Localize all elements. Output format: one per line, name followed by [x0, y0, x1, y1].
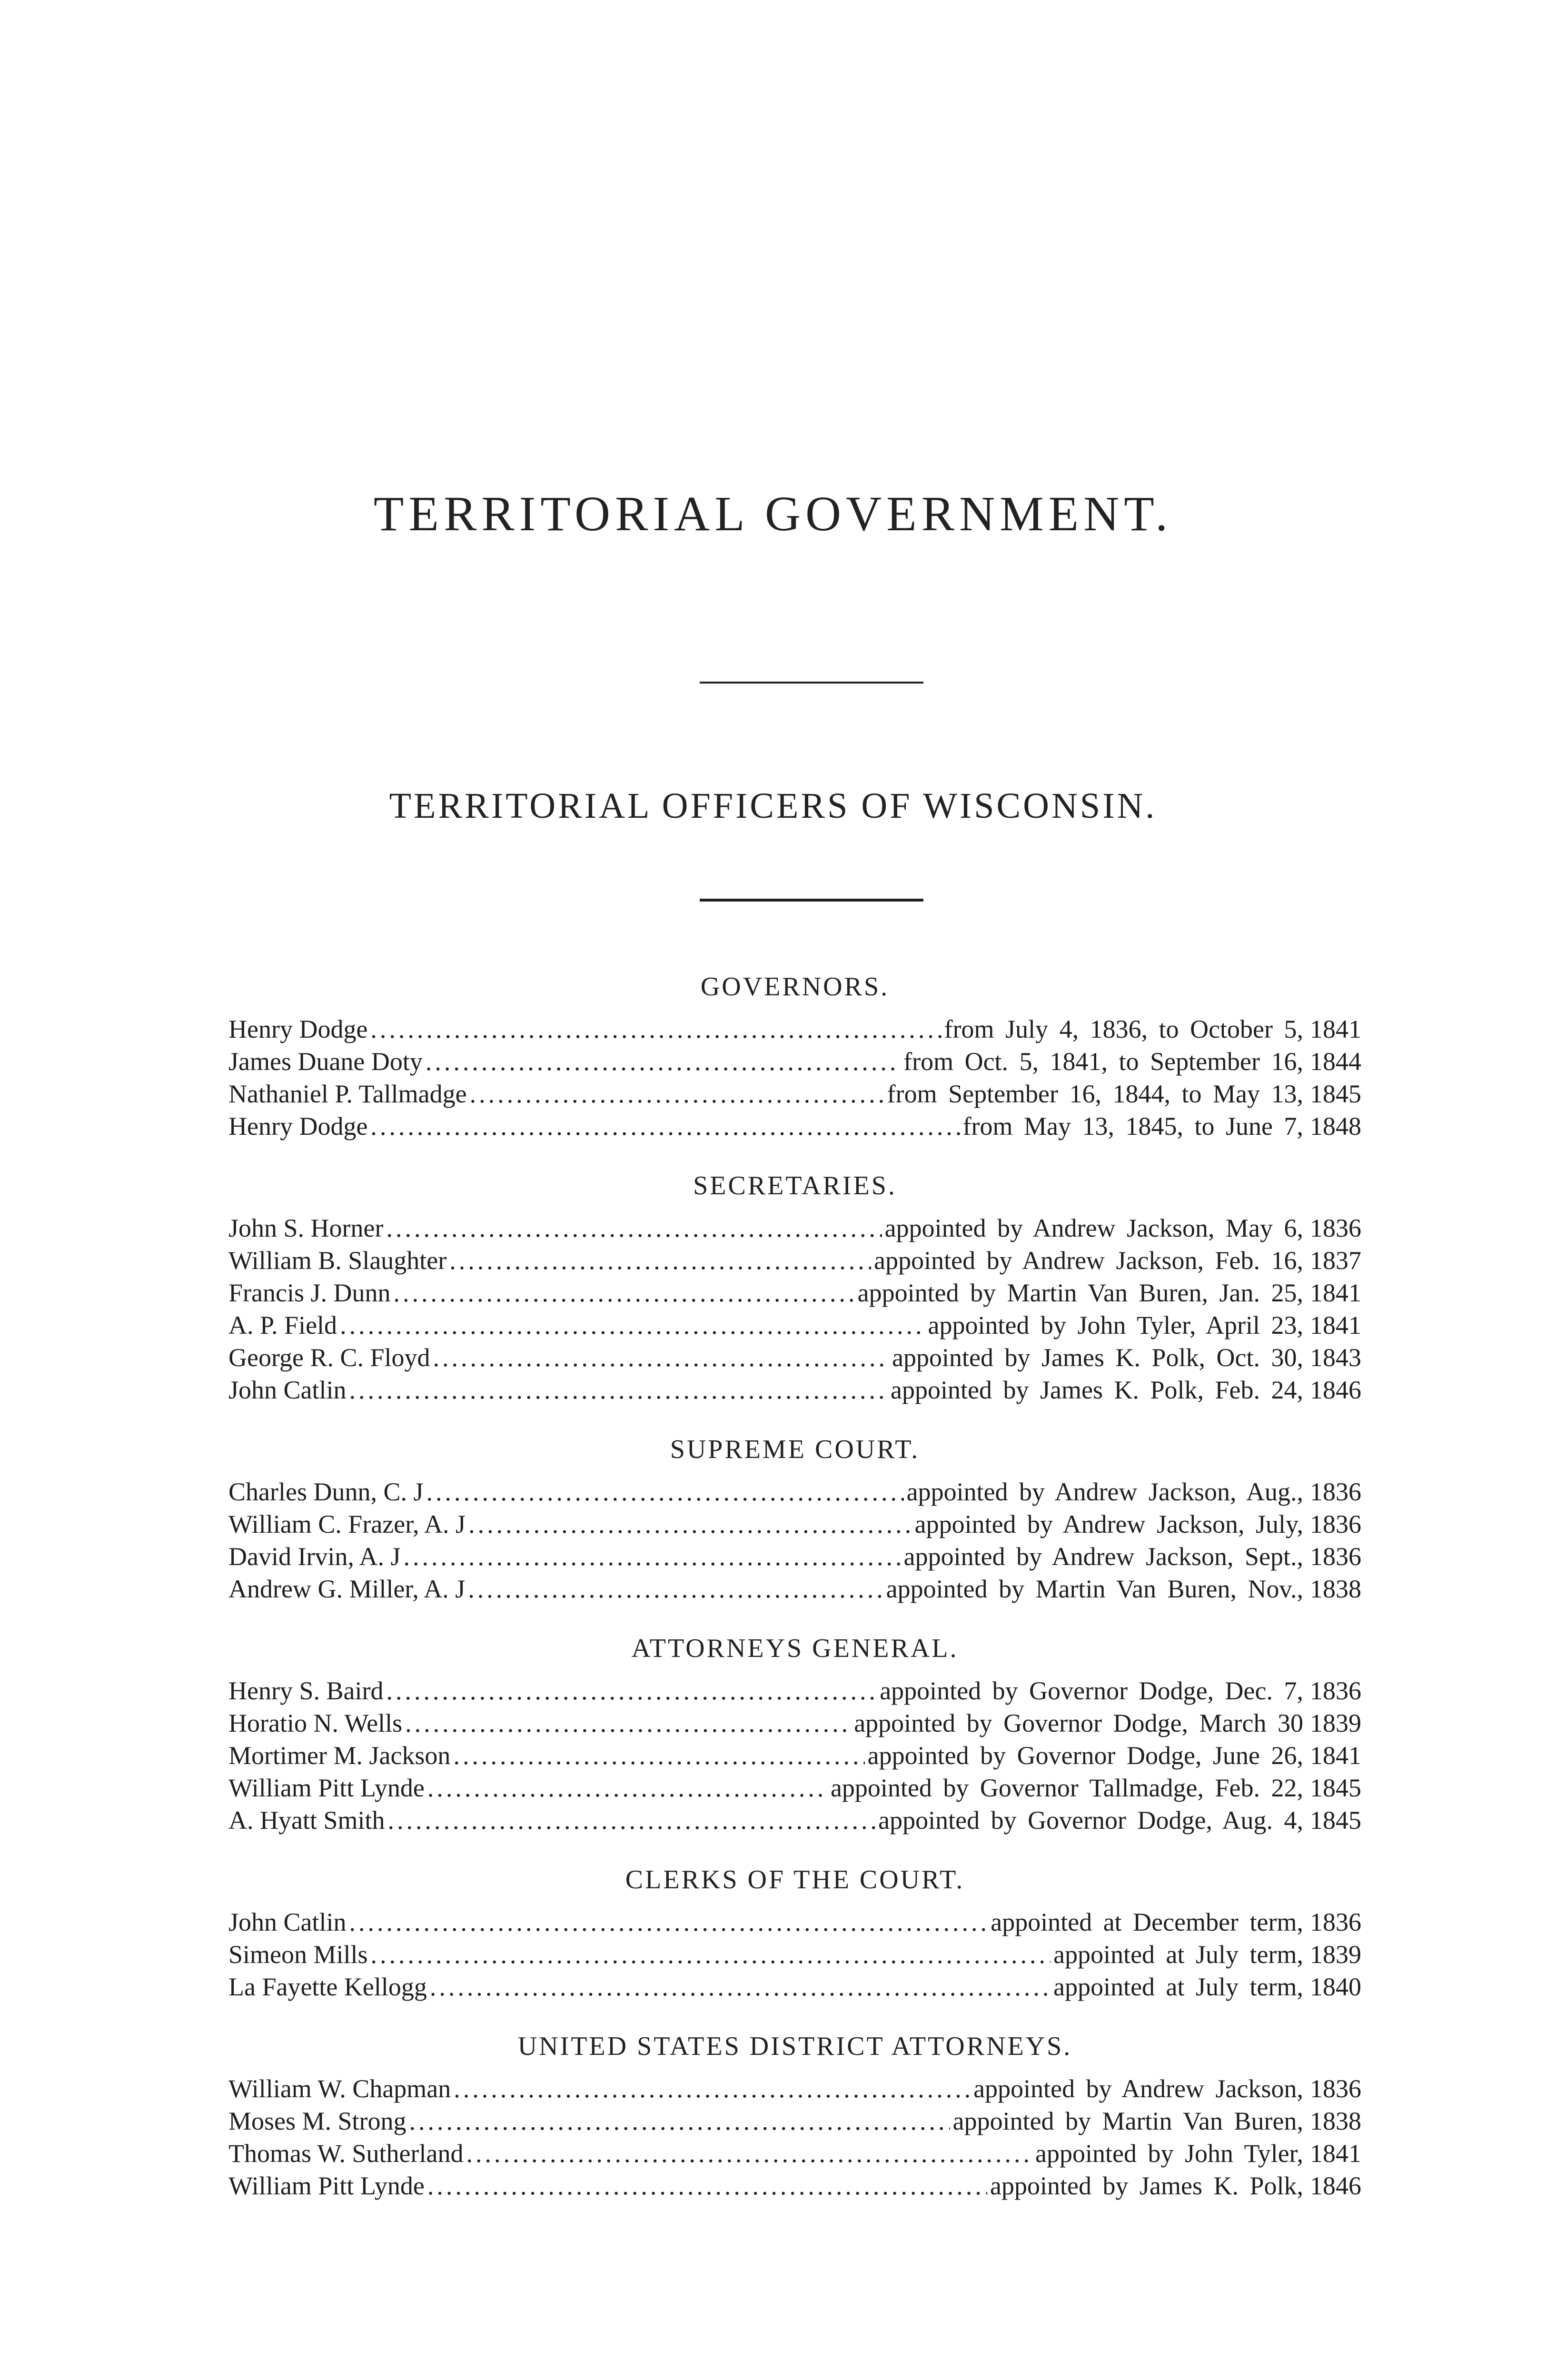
- officer-name: Thomas W. Sutherland: [228, 2139, 464, 2168]
- officer-name: William Pitt Lynde: [228, 2172, 425, 2200]
- list-item: [228, 2073, 1361, 2105]
- appointment-year: 1846: [1310, 1376, 1361, 1404]
- appointment-year: 1837: [1310, 1246, 1361, 1275]
- dot-leader: [370, 1110, 960, 1142]
- list-item: [228, 1013, 1361, 1045]
- appointment-detail: from Oct. 5, 1841, to September 16,: [903, 1047, 1303, 1076]
- dot-leader: [409, 2105, 950, 2137]
- list-item: [228, 1476, 1361, 1508]
- officer-name: A. P. Field: [228, 1311, 337, 1339]
- dot-leader: [370, 1013, 941, 1045]
- appointment-detail: appointed at December term,: [991, 1908, 1303, 1936]
- officer-name: William C. Frazer, A. J: [228, 1510, 466, 1538]
- appointment-detail: appointed by Andrew Jackson, July,: [914, 1510, 1303, 1538]
- officer-name: Henry S. Baird: [228, 1676, 384, 1705]
- appointment-year: 1845: [1310, 1806, 1361, 1835]
- appointment-detail: appointed by Governor Dodge, Dec. 7,: [880, 1676, 1303, 1705]
- list-item: [228, 1078, 1361, 1110]
- officer-name: La Fayette Kellogg: [228, 1973, 427, 2001]
- appointment-year: 1836: [1310, 1676, 1361, 1705]
- list-item: [228, 1540, 1361, 1573]
- officer-name: David Irvin, A. J: [228, 1542, 401, 1571]
- dot-leader: [433, 1341, 890, 1374]
- dot-leader: [349, 1374, 888, 1406]
- officer-name: Nathaniel P. Tallmadge: [228, 1080, 467, 1108]
- appointment-detail: appointed by John Tyler,: [1035, 2139, 1303, 2168]
- dot-leader: [430, 1971, 1050, 2003]
- appointment-detail: from May 13, 1845, to June 7,: [962, 1112, 1303, 1140]
- list-item: [228, 2170, 1361, 2202]
- dot-leader: [388, 1804, 876, 1836]
- title-divider: [700, 682, 923, 684]
- officer-name: Andrew G. Miller, A. J: [228, 1575, 466, 1603]
- appointment-year: 1845: [1310, 1080, 1361, 1108]
- dot-leader: [427, 1772, 828, 1804]
- section-heading: UNITED STATES DISTRICT ATTORNEYS.: [517, 2032, 1072, 2061]
- dot-leader: [454, 2073, 971, 2105]
- list-item: [228, 1971, 1361, 2003]
- officer-name: A. Hyatt Smith: [228, 1806, 385, 1835]
- dot-leader: [403, 1540, 901, 1573]
- section-heading: CLERKS OF THE COURT.: [625, 1865, 965, 1894]
- dot-leader: [468, 1573, 883, 1605]
- appointment-year: 1843: [1310, 1343, 1361, 1372]
- officer-name: Charles Dunn, C. J: [228, 1478, 424, 1506]
- list-item: [228, 1110, 1361, 1142]
- officer-name: William Pitt Lynde: [228, 1774, 425, 1802]
- dot-leader: [427, 2170, 987, 2202]
- section-heading: SUPREME COURT.: [670, 1435, 920, 1464]
- list-item: [228, 2105, 1361, 2137]
- dot-leader: [426, 1476, 903, 1508]
- list-item: [228, 1508, 1361, 1540]
- section-clerks-of-the-court: [228, 1864, 1361, 2003]
- dot-leader: [453, 1739, 864, 1772]
- dot-leader: [426, 1045, 901, 1078]
- officer-name: Mortimer M. Jackson: [228, 1741, 451, 1770]
- appointment-detail: appointed by James K. Polk,: [990, 2172, 1303, 2200]
- dot-leader: [468, 1508, 912, 1540]
- appointment-year: 1836: [1310, 1908, 1361, 1936]
- list-item: [228, 1938, 1361, 1971]
- appointment-detail: appointed by Governor Tallmadge, Feb. 22,: [830, 1774, 1303, 1802]
- appointment-detail: appointed by Andrew Jackson, Aug.,: [906, 1478, 1303, 1506]
- appointment-detail: appointed by Governor Dodge, June 26,: [867, 1741, 1303, 1770]
- appointment-detail: appointed by John Tyler, April 23,: [928, 1311, 1303, 1339]
- appointment-detail: appointed by Andrew Jackson, May 6,: [884, 1214, 1303, 1242]
- page-title: TERRITORIAL GOVERNMENT.: [373, 486, 1173, 541]
- appointment-year: 1838: [1310, 2107, 1361, 2135]
- list-item: [228, 1341, 1361, 1374]
- dot-leader: [393, 1277, 854, 1309]
- appointment-year: 1841: [1310, 1741, 1361, 1770]
- appointment-detail: appointed by Governor Dodge, March 30: [854, 1709, 1303, 1737]
- list-item: [228, 1906, 1361, 1938]
- appointment-detail: appointed at July term,: [1053, 1973, 1303, 2001]
- officer-name: Horatio N. Wells: [228, 1709, 403, 1737]
- list-item: [228, 1675, 1361, 1707]
- appointment-year: 1839: [1310, 1940, 1361, 1969]
- appointment-detail: appointed by James K. Polk, Oct. 30,: [892, 1343, 1303, 1372]
- section-governors: [228, 971, 1361, 1142]
- list-item: [228, 1309, 1361, 1341]
- appointment-year: 1841: [1310, 2139, 1361, 2168]
- officer-name: Simeon Mills: [228, 1940, 368, 1969]
- list-item: [228, 1277, 1361, 1309]
- appointment-year: 1841: [1310, 1279, 1361, 1307]
- appointment-detail: appointed by James K. Polk, Feb. 24,: [891, 1376, 1303, 1404]
- officer-name: John Catlin: [228, 1376, 347, 1404]
- appointment-detail: appointed by Martin Van Buren, Jan. 25,: [857, 1279, 1303, 1307]
- appointment-year: 1844: [1310, 1047, 1361, 1076]
- officer-name: Francis J. Dunn: [228, 1279, 391, 1307]
- appointment-year: 1840: [1310, 1973, 1361, 2001]
- dot-leader: [470, 1078, 884, 1110]
- officer-name: John S. Horner: [228, 1214, 384, 1242]
- dot-leader: [466, 2137, 1032, 2170]
- section-us-district-attorneys: [228, 2031, 1361, 2202]
- officer-name: Henry Dodge: [228, 1015, 368, 1043]
- section-heading: SECRETARIES.: [693, 1171, 897, 1200]
- section-attorneys-general: [228, 1633, 1361, 1836]
- appointment-year: 1836: [1310, 1214, 1361, 1242]
- appointment-year: 1836: [1310, 1510, 1361, 1538]
- list-item: [228, 1707, 1361, 1739]
- appointment-detail: appointed by Andrew Jackson, Feb. 16,: [874, 1246, 1303, 1275]
- officer-name: James Duane Doty: [228, 1047, 423, 1076]
- officer-name: Moses M. Strong: [228, 2107, 406, 2135]
- appointment-year: 1845: [1310, 1774, 1361, 1802]
- appointment-detail: appointed by Martin Van Buren, Nov.,: [886, 1575, 1303, 1603]
- officer-list: [228, 971, 1361, 2202]
- appointment-detail: appointed by Martin Van Buren,: [952, 2107, 1303, 2135]
- section-heading: ATTORNEYS GENERAL.: [631, 1634, 959, 1663]
- appointment-detail: appointed by Andrew Jackson, Sept.,: [903, 1542, 1303, 1571]
- list-item: [228, 1772, 1361, 1804]
- appointment-year: 1836: [1310, 1478, 1361, 1506]
- officer-name: William W. Chapman: [228, 2074, 451, 2103]
- subtitle-divider: [700, 899, 923, 902]
- officer-name: Henry Dodge: [228, 1112, 368, 1140]
- list-item: [228, 1045, 1361, 1078]
- appointment-year: 1841: [1310, 1015, 1361, 1043]
- dot-leader: [340, 1309, 925, 1341]
- appointment-year: 1846: [1310, 2172, 1361, 2200]
- list-item: [228, 1212, 1361, 1244]
- appointment-year: 1836: [1310, 1542, 1361, 1571]
- officer-name: John Catlin: [228, 1908, 347, 1936]
- page-subtitle: TERRITORIAL OFFICERS OF WISCONSIN.: [389, 786, 1157, 826]
- list-item: [228, 1573, 1361, 1605]
- officer-name: William B. Slaughter: [228, 1246, 447, 1275]
- list-item: [228, 1374, 1361, 1406]
- appointment-year: 1848: [1310, 1112, 1361, 1140]
- section-supreme-court: [228, 1434, 1361, 1605]
- dot-leader: [405, 1707, 851, 1739]
- dot-leader: [371, 1938, 1051, 1971]
- appointment-detail: from September 16, 1844, to May 13,: [887, 1080, 1303, 1108]
- appointment-detail: appointed by Governor Dodge, Aug. 4,: [878, 1806, 1303, 1835]
- list-item: [228, 2137, 1361, 2170]
- dot-leader: [386, 1212, 882, 1244]
- appointment-year: 1836: [1310, 2074, 1361, 2103]
- appointment-year: 1841: [1310, 1311, 1361, 1339]
- list-item: [228, 1739, 1361, 1772]
- dot-leader: [449, 1244, 871, 1277]
- appointment-year: 1839: [1310, 1709, 1361, 1737]
- dot-leader: [349, 1906, 988, 1938]
- appointment-detail: appointed at July term,: [1053, 1940, 1303, 1969]
- section-heading: GOVERNORS.: [700, 972, 890, 1002]
- appointment-detail: appointed by Andrew Jackson,: [973, 2074, 1303, 2103]
- appointment-detail: from July 4, 1836, to October 5,: [944, 1015, 1303, 1043]
- list-item: [228, 1244, 1361, 1277]
- appointment-year: 1838: [1310, 1575, 1361, 1603]
- officer-name: George R. C. Floyd: [228, 1343, 430, 1372]
- section-secretaries: [228, 1170, 1361, 1406]
- list-item: [228, 1804, 1361, 1836]
- dot-leader: [386, 1675, 877, 1707]
